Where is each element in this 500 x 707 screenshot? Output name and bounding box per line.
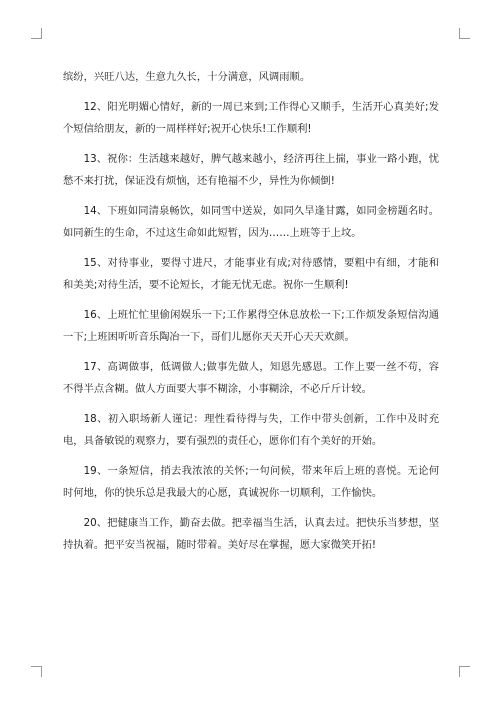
crop-mark-bottom-right	[459, 666, 470, 677]
paragraph-item-18: 18、初入职场新人谨记：理性看待得与失，工作中带头创新，工作中及时充电，具备敏锐的观察力，要有强烈的责任心，愿你们有个美好的开始。	[63, 413, 439, 447]
paragraph-item-19: 19、一条短信，捎去我浓浓的关怀;一句问候，带来年后上班的喜悦。无论何时何地，你的快乐总是我最大的心愿，真诚祝你一切顺利，工作愉快。	[63, 465, 439, 499]
crop-mark-top-left	[31, 28, 42, 39]
crop-mark-bottom-left	[31, 666, 42, 677]
crop-mark-top-right	[459, 28, 470, 39]
paragraph-item-12: 12、阳光明媚心情好，新的一周已来到;工作得心又顺手，生活开心真美好;发个短信给朋友，新的一周样样好;祝开心快乐!工作顺利!	[63, 101, 439, 135]
paragraph-item-13: 13、祝你：生活越来越好，脾气越来越小，经济再往上揣，事业一路小跑，忧愁不来打扰，保证没有烦恼，还有艳福不少，异性为你倾倒!	[63, 153, 439, 187]
paragraph-item-17: 17、高调做事，低调做人;做事先做人，知恩先感恩。工作上要一丝不苟，容不得半点含糊。做人方面要大事不糊涂，小事糊涂，不必斤斤计较。	[63, 361, 439, 395]
document-body	[63, 66, 439, 564]
paragraph-item-15: 15、对待事业，要得寸进尺，才能事业有成;对待感情，要粗中有细，才能和和美美;对待生活，要不论短长，才能无忧无虑。祝你一生顺利!	[63, 257, 439, 291]
paragraph-item-20: 20、把健康当工作，勤奋去做。把幸福当生活，认真去过。把快乐当梦想，坚持执着。把平安当祝福，随时带着。美好尽在掌握，愿大家微笑开拓!	[63, 517, 439, 551]
continuation-paragraph: 缤纷，兴旺八达，生意九久长，十分满意，风调雨顺。	[63, 71, 311, 83]
paragraph-item-16: 16、上班忙忙里偷闲娱乐一下;工作累得空休息放松一下;工作烦发条短信沟通一下;上班困听听音乐陶冶一下，哥们儿愿你天天开心天天欢颜。	[63, 309, 439, 343]
paragraph-item-14: 14、下班如同清泉畅饮，如同雪中送炭，如同久旱逢甘露，如同金榜题名时。如同新生的生命，不过这生命如此短暂，因为……上班等于上坟。	[63, 205, 439, 239]
